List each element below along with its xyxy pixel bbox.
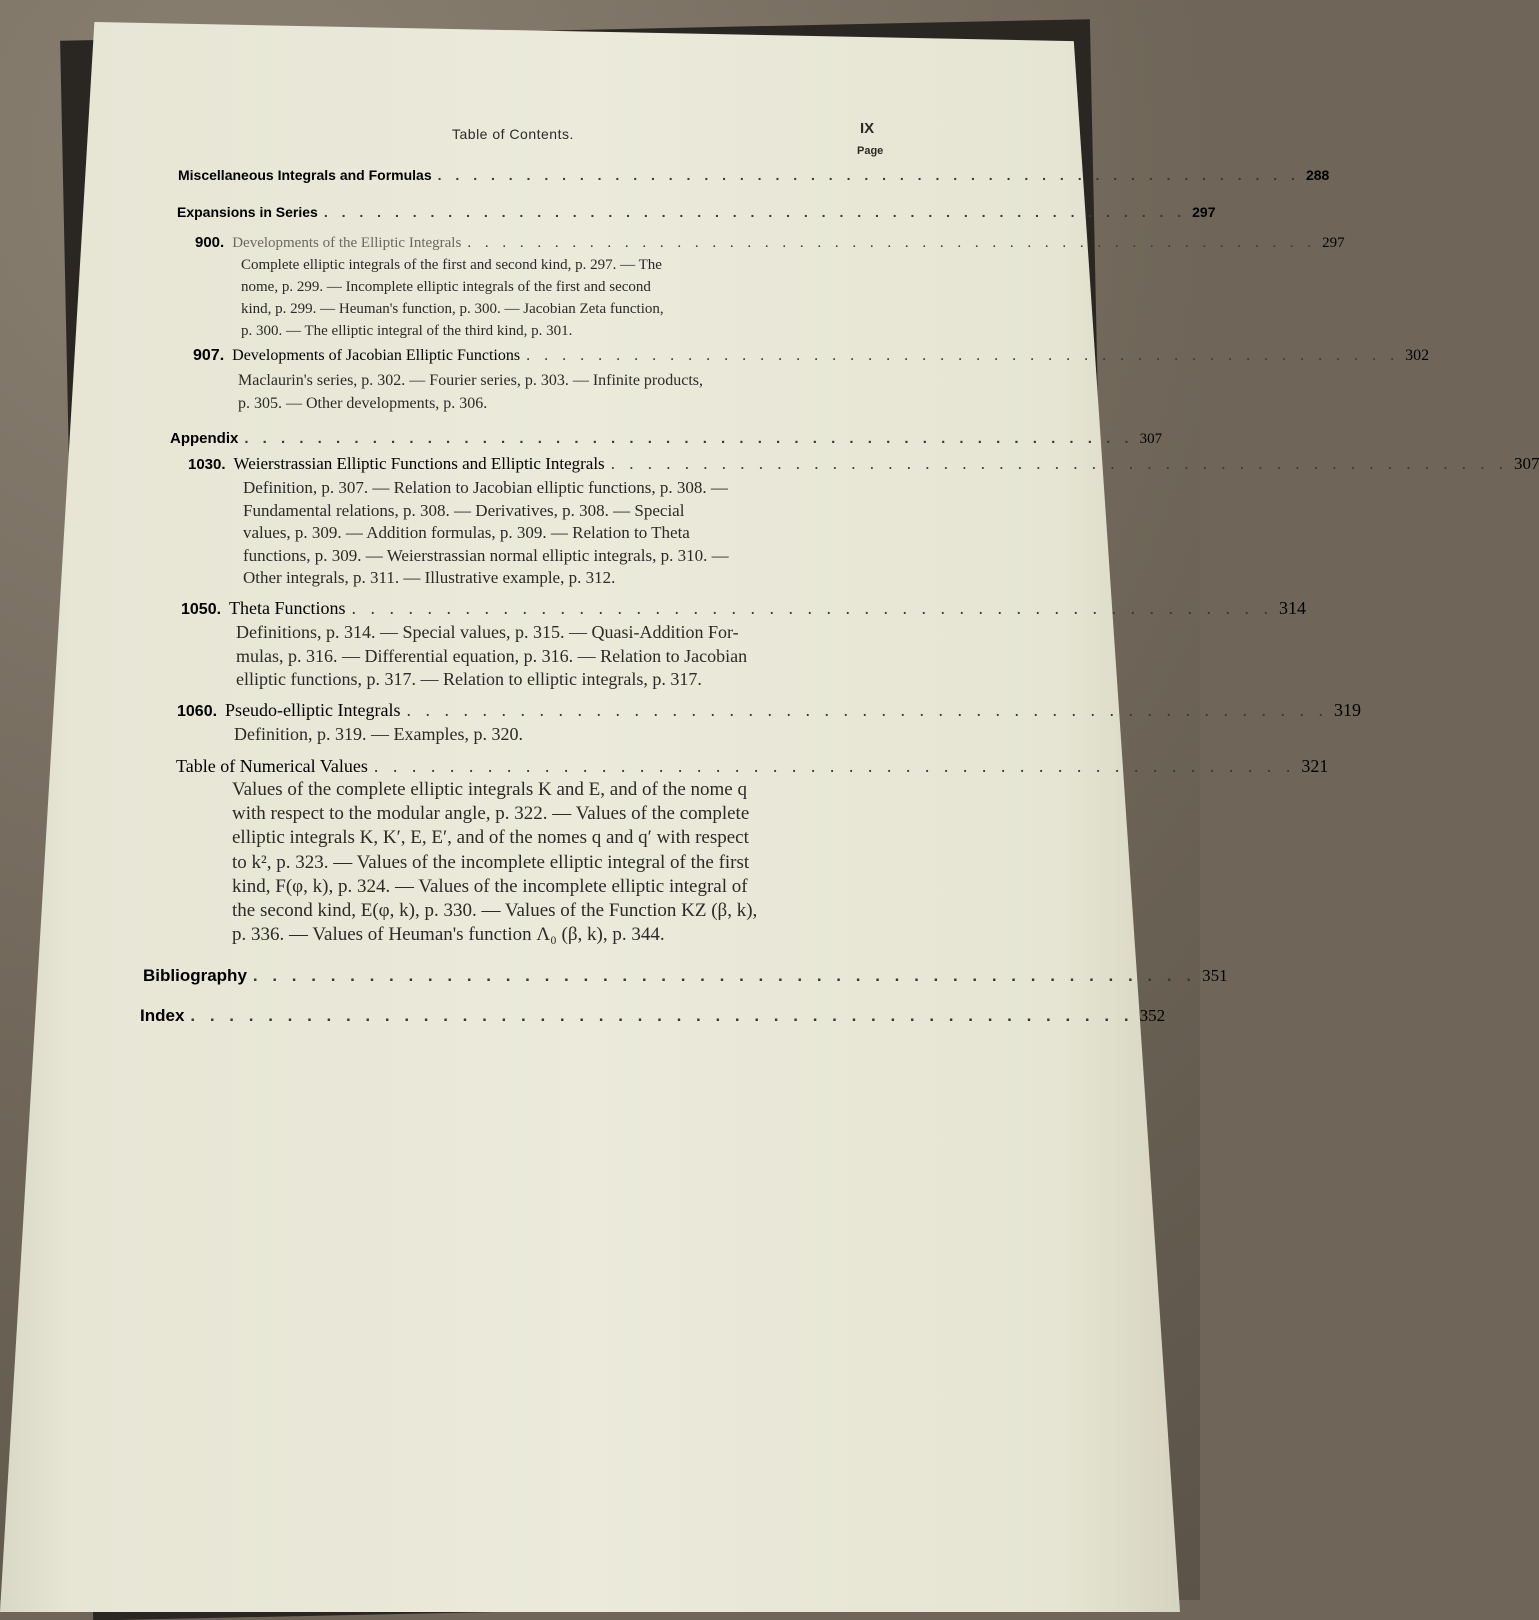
toc-entry-1030 — [188, 454, 1539, 474]
toc-entry-page: 321 — [1301, 756, 1329, 776]
dot-leader: . . . . . . . . . . . . . . . . . . . . . . . . . . . . . . . . . . . . . . . . . . . . . . . . . — [610, 454, 1508, 473]
toc-entry-1060-description — [234, 723, 523, 747]
toc-entry-title: Developments of Jacobian Elliptic Functions — [232, 347, 521, 364]
dot-leader: . . . . . . . . . . . . . . . . . . . . . . . . . . . . . . . . . . . . . . . . . . . . . . . . . — [252, 966, 1197, 985]
description-line: Definition, p. 307. — Relation to Jacobian elliptic functions, p. 308. — — [243, 478, 728, 497]
dot-leader: . . . . . . . . . . . . . . . . . . . . . . . . . . . . . . . . . . . . . . . . . . . . . . . . . — [406, 700, 1329, 720]
toc-entry-1050-description — [236, 621, 747, 692]
description-line: mulas, p. 316. — Differential equation, p. 316. — Relation to Jacobian — [236, 645, 748, 666]
dot-leader: . . . . . . . . . . . . . . . . . . . . . . . . . . . . . . . . . . . . . . . . . . . . . . . . . — [244, 430, 1134, 447]
section-number: 900. — [195, 234, 225, 251]
toc-entry-index — [140, 1006, 1166, 1026]
description-line: the second kind, E(φ, k), p. 330. — Values of the Function KZ (β, k), — [232, 900, 758, 922]
toc-entry-907 — [193, 347, 1430, 365]
toc-entry-title: Developments of the Elliptic Integrals — [232, 235, 462, 251]
dot-leader: . . . . . . . . . . . . . . . . . . . . . . . . . . . . . . . . . . . . . . . . . . . . . . . . . — [323, 204, 1187, 220]
toc-entry-title: Expansions in Series — [177, 204, 318, 220]
section-number: 1030. — [188, 456, 226, 473]
description-line: with respect to the modular angle, p. 322. — Values of the complete — [232, 803, 750, 825]
section-number: 1050. — [181, 601, 222, 618]
description-line: values, p. 309. — Addition formulas, p. 309. — Relation to Theta — [243, 523, 690, 542]
toc-entry-page: 351 — [1202, 966, 1228, 985]
dot-leader: . . . . . . . . . . . . . . . . . . . . . . . . . . . . . . . . . . . . . . . . . . . . . . . . . — [526, 347, 1400, 364]
toc-entry-page: 288 — [1305, 167, 1330, 183]
toc-entry-title: Theta Functions — [229, 598, 346, 618]
dot-leader: . . . . . . . . . . . . . . . . . . . . . . . . . . . . . . . . . . . . . . . . . . . . . . . . . — [373, 756, 1296, 776]
toc-entry-1060 — [177, 700, 1362, 721]
toc-entry-page: 319 — [1334, 700, 1362, 720]
description-line: Complete elliptic integrals of the first and second kind, p. 297. — The — [241, 257, 662, 273]
toc-entry-title: Appendix — [170, 430, 239, 447]
toc-entry-title: Index — [140, 1006, 185, 1025]
toc-entry-907-description — [238, 369, 703, 415]
description-line: Definitions, p. 314. — Special values, p. 315. — Quasi-Addition For- — [236, 622, 739, 642]
description-line: kind, p. 299. — Heuman's function, p. 300. — Jacobian Zeta function, — [241, 301, 664, 317]
toc-entry-page: 297 — [1192, 204, 1216, 220]
toc-entry-title: Miscellaneous Integrals and Formulas — [178, 167, 432, 183]
description-line: kind, F(φ, k), p. 324. — Values of the incomplete elliptic integral of — [232, 875, 748, 897]
description-line: nome, p. 299. — Incomplete elliptic integrals of the first and second — [241, 279, 651, 295]
toc-entry-misc — [178, 167, 1330, 183]
dot-leader: . . . . . . . . . . . . . . . . . . . . . . . . . . . . . . . . . . . . . . . . . . . . . . . . . — [437, 167, 1300, 183]
toc-entry-1050 — [181, 598, 1307, 619]
folio-number: IX — [860, 120, 875, 137]
page-column-label: Page — [857, 145, 884, 157]
toc-entry-page: 307 — [1513, 454, 1539, 473]
description-line: Values of the complete elliptic integrals K and E, and of the nome q — [232, 779, 747, 800]
section-number: 907. — [193, 347, 225, 364]
description-line: elliptic functions, p. 317. — Relation to elliptic integrals, p. 317. — [236, 669, 702, 689]
dot-leader: . . . . . . . . . . . . . . . . . . . . . . . . . . . . . . . . . . . . . . . . . . . . . . . . . — [467, 235, 1317, 251]
toc-entry-bibliography — [143, 966, 1228, 986]
description-line: p. 300. — The elliptic integral of the third kind, p. 301. — [241, 323, 573, 339]
toc-entry-900 — [195, 234, 1345, 252]
dot-leader: . . . . . . . . . . . . . . . . . . . . . . . . . . . . . . . . . . . . . . . . . . . . . . . . . — [351, 598, 1274, 618]
description-line: elliptic integrals K, K′, E, E′, and of the nomes q and q′ with respect — [232, 827, 749, 849]
toc-entry-title: Weierstrassian Elliptic Functions and Elliptic Integrals — [233, 454, 605, 473]
description-line: Fundamental relations, p. 308. — Derivatives, p. 308. — Special — [243, 500, 685, 520]
section-number: 1060. — [177, 703, 218, 720]
toc-entry-title: Table of Numerical Values — [176, 756, 368, 776]
toc-entry-page: 297 — [1322, 235, 1345, 251]
running-title: Table of Contents. — [452, 126, 574, 142]
toc-entry-page: 352 — [1139, 1006, 1166, 1025]
description-line: Other integrals, p. 311. — Illustrative example, p. 312. — [243, 568, 616, 587]
description-line: Maclaurin's series, p. 302. — Fourier series, p. 303. — Infinite products, — [238, 372, 704, 389]
description-line: p. 305. — Other developments, p. 306. — [238, 395, 488, 412]
toc-entry-page: 302 — [1405, 347, 1430, 364]
toc-entry-expansions — [177, 204, 1216, 220]
toc-entry-1030-description — [243, 477, 729, 590]
description-line: p. 336. — Values of Heuman's function Λ₀ (β, k), p. 344. — [232, 924, 665, 946]
toc-entry-title: Pseudo-elliptic Integrals — [225, 700, 401, 720]
toc-entry-tables-description — [232, 778, 757, 947]
description-line: to k², p. 323. — Values of the incomplete elliptic integral of the first — [232, 851, 750, 873]
toc-entry-page: 307 — [1139, 431, 1163, 447]
toc-entry-page: 314 — [1279, 598, 1307, 618]
dot-leader: . . . . . . . . . . . . . . . . . . . . . . . . . . . . . . . . . . . . . . . . . . . . . . . . . — [190, 1006, 1134, 1025]
toc-entry-tables — [176, 756, 1329, 777]
description-line: functions, p. 309. — Weierstrassian normal elliptic integrals, p. 310. — — [243, 545, 729, 565]
toc-entry-title: Bibliography — [143, 966, 247, 985]
toc-entry-900-description — [241, 254, 664, 342]
description-line: Definition, p. 319. — Examples, p. 320. — [234, 724, 523, 744]
toc-entry-appendix — [170, 430, 1163, 448]
